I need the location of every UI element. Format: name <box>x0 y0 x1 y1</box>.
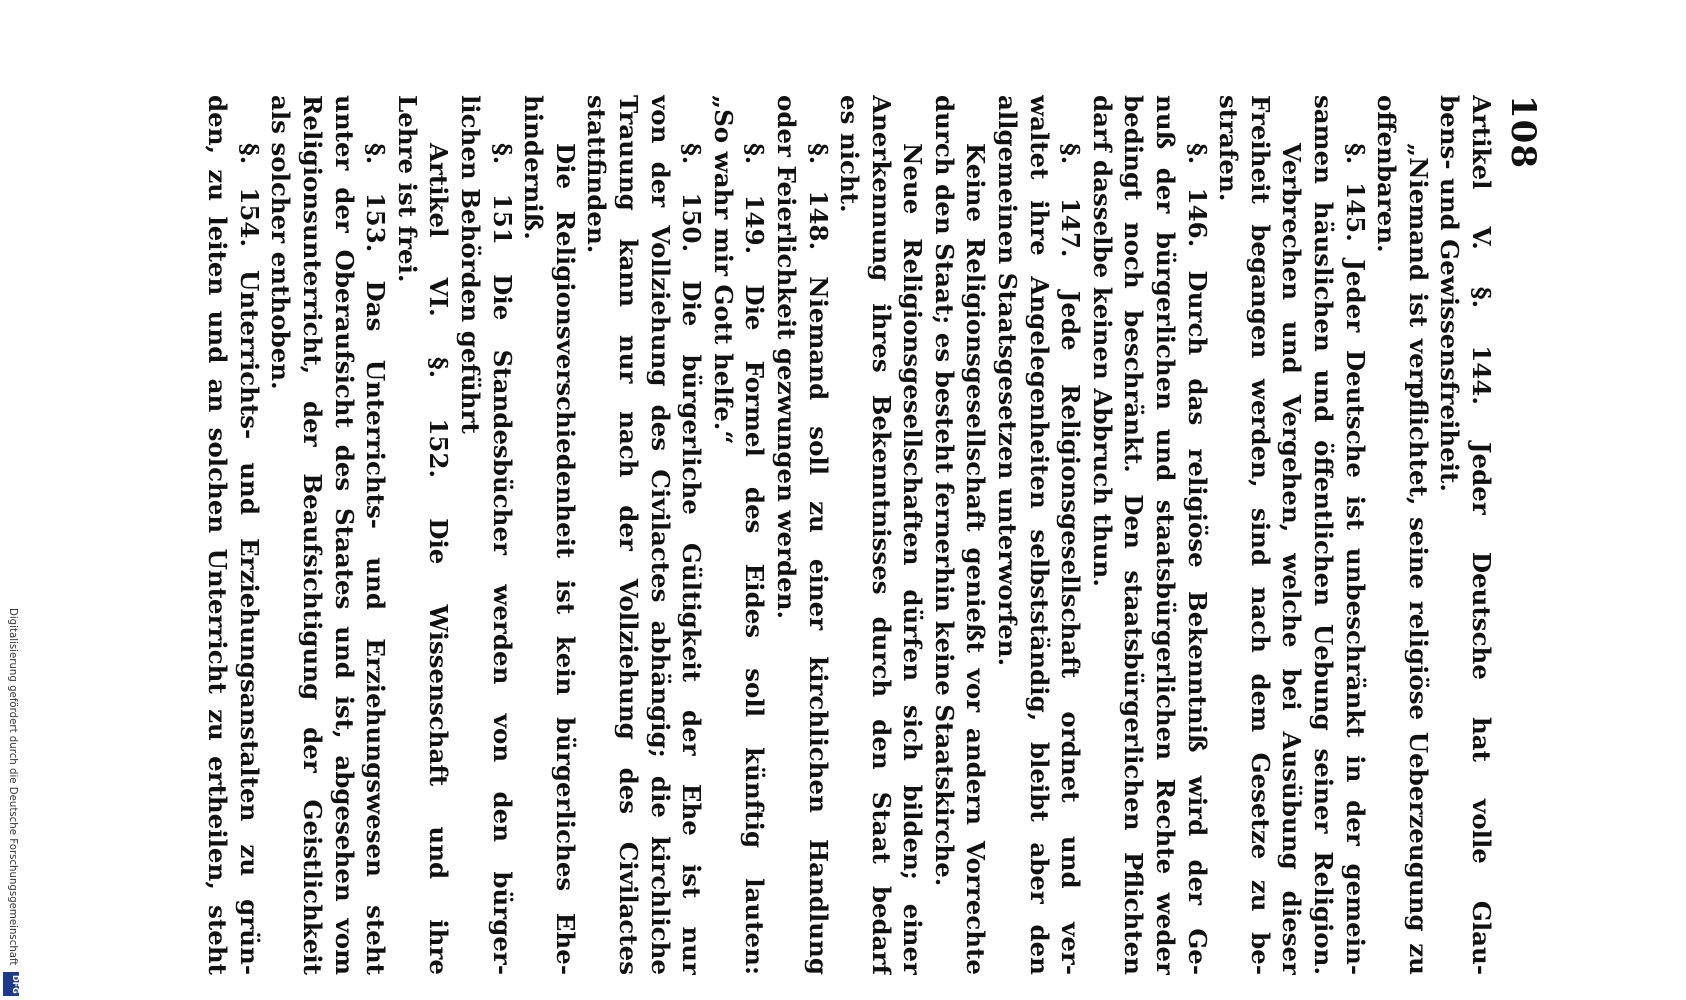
digitization-credit-text: Digitalisierung gefördert durch die Deutsche Forschungsgemeinschaft <box>7 608 18 966</box>
text-line: den, zu leiten und an solchen Unterricht zu ertheilen, steht <box>203 95 233 975</box>
text-line: Anerkennung ihres Bekenntnisses durch den Staat bedarf <box>866 95 896 975</box>
text-line: allgemeinen Staatsgesetzen unterworfen. <box>993 95 1023 667</box>
text-line: §. 150. Die bürgerliche Gültigkeit der Ehe ist nur <box>677 143 707 975</box>
text-line: nuß der bürgerlichen und staatsbürgerlichen Rechte weder <box>1151 95 1181 975</box>
text-line: Lehre ist frei. <box>392 95 422 283</box>
text-line: Artikel V. §. 144. Jeder Deutsche hat volle Glau- <box>1467 95 1496 975</box>
text-line: es nicht. <box>835 95 865 213</box>
text-line: §. 153. Das Unterrichts- und Erziehungswesen steht <box>361 143 391 975</box>
text-line: §. 154. Unterrichts- und Erziehungsanstalten zu grün- <box>234 143 264 975</box>
text-line: „So wahr mir Gott helfe.“ <box>708 95 738 445</box>
digitization-credit-strip <box>0 0 24 1000</box>
scanned-page <box>183 95 1543 975</box>
text-line: Religionsunterricht, der Beaufsichtigung der Geistlichkeit <box>298 95 328 975</box>
text-line: bedingt noch beschränkt. Den staatsbürgerlichen Pflichten <box>1119 95 1149 975</box>
text-line: lichen Behörden geführt <box>456 95 485 434</box>
text-line: strafen. <box>1214 95 1244 202</box>
text-line: §. 151 Die Standesbücher werden von den bürger- <box>487 143 517 975</box>
text-line: von der Vollziehung des Civilactes abhängig; die kirchliche <box>645 95 675 975</box>
text-line: §. 148. Niemand soll zu einer kirchlichen Handlung <box>803 143 833 975</box>
text-line: offenbaren. <box>1372 95 1402 253</box>
text-line: §. 149. Die Formel des Eides soll künftig lauten: <box>740 143 770 975</box>
text-line: Trauung kann nur nach der Vollziehung des Civilactes <box>613 95 643 975</box>
text-line: oder Feierlichkeit gezwungen werden. <box>771 95 801 620</box>
text-line: waltet ihre Angelegenheiten selbstständig, bleibt aber den <box>1024 95 1054 975</box>
text-line: Freiheit begangen werden, sind nach dem Gesetze zu be- <box>1245 95 1275 975</box>
page-text-block <box>202 95 1497 975</box>
text-line: darf dasselbe keinen Abbruch thun. <box>1087 95 1117 587</box>
text-line: Verbrechen und Vergehen, welche bei Ausübung dieser <box>1277 143 1307 975</box>
text-line: samen häuslichen und öffentlichen Uebung seiner Religion. <box>1309 95 1339 975</box>
text-line: Artikel VI. §. 152. Die Wissenschaft und ihre <box>424 143 454 975</box>
text-line: Keine Religionsgesellschaft genießt vor andern Vorrechte <box>961 143 991 975</box>
text-line: hinderniß. <box>519 95 549 240</box>
text-line: „Niemand ist verpflichtet, seine religiöse Ueberzeugung zu <box>1403 143 1433 975</box>
text-line: §. 147. Jede Religionsgesellschaft ordnet und ver- <box>1056 143 1086 975</box>
text-line: §. 145. Jeder Deutsche ist unbeschränkt in der gemein- <box>1340 143 1370 975</box>
text-line: Neue Religionsgesellschaften dürfen sich bilden; einer <box>898 143 928 975</box>
text-line: §. 146. Durch das religiöse Bekenntniß wird der Ge- <box>1182 143 1212 975</box>
text-line: als solcher enthoben. <box>266 95 296 390</box>
text-line: stattfinden. <box>582 95 612 254</box>
text-line: unter der Oberaufsicht des Staates und ist, abgesehen vom <box>329 95 359 975</box>
text-line: Die Religionsverschiedenheit ist kein bürgerliches Ehe- <box>550 143 580 975</box>
page-number: 108 <box>1503 95 1543 169</box>
text-line: bens- und Gewissensfreiheit. <box>1435 95 1465 492</box>
text-line: durch den Staat; es besteht fernerhin keine Staatskirche. <box>929 95 959 887</box>
dfg-logo: DFG <box>3 972 19 996</box>
